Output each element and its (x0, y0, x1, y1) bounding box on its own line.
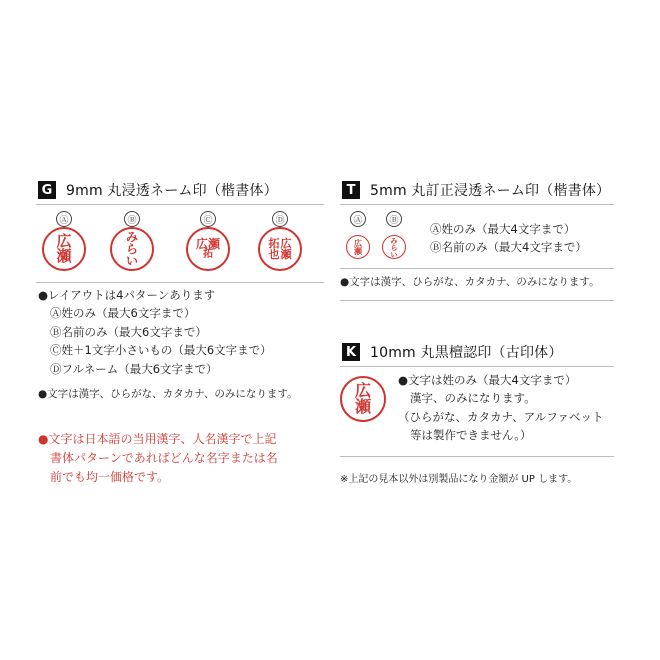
g-stamp-d-char: 也 (268, 248, 280, 261)
g-red-note-line: 書体パターンであればどんな名字または名 (50, 451, 278, 466)
g-stamp-b-char: み (125, 230, 138, 244)
g-layout-a: Ⓐ姓のみ（最大6文字まで） (50, 306, 196, 321)
k-description (398, 371, 604, 445)
k-desc-line: ●文字は姓のみ（最大4文字まで） (398, 373, 577, 387)
section-g-badge: G (38, 181, 56, 199)
g-stamp-c-small: 拓 (202, 249, 213, 260)
g-red-note-line: ●文字は日本語の当用漢字、人名漢字で上記 (38, 432, 277, 446)
g-layout-d: Ⓓフルネーム（最大6文字まで） (50, 361, 218, 376)
k-bottom-divider (340, 456, 614, 457)
t-stamp-a-char: 瀬 (354, 246, 362, 256)
t-options (430, 220, 587, 257)
section-t-badge: T (342, 181, 360, 199)
g-red-note-line: 前でも均一価格です。 (50, 470, 170, 485)
g-stamp-b-char: ら (125, 242, 138, 256)
section-t-title-text: 5mm 丸訂正浸透ネーム印（楷書体） (370, 183, 611, 199)
k-stamp-char: 広 (354, 381, 371, 400)
g-stamp-d-char: 広 (280, 237, 292, 250)
t-stamp-b-char: み (390, 235, 398, 245)
k-stamp-char: 瀬 (354, 397, 371, 416)
t-stamp-a (346, 235, 370, 259)
k-desc-line: （ひらがな、カタカナ、アルファベット (398, 409, 604, 424)
k-stamp (340, 376, 386, 422)
section-g-title-text: 9mm 丸浸透ネーム印（楷書体） (66, 183, 278, 199)
t-label-a: Ⓐ (350, 211, 366, 227)
k-desc-line: 漢字、のみになります。 (410, 391, 536, 406)
g-label-b: Ⓑ (124, 211, 140, 227)
section-k-title-text: 10mm 丸黒檀認印（古印体） (370, 345, 563, 361)
t-stamp-a-char: 広 (354, 238, 362, 248)
g-stamp-d-char: 瀬 (280, 248, 292, 261)
footnote: ※上記の見本以外は別製品になり金額が UP します。 (340, 474, 578, 485)
section-k-title (342, 342, 563, 362)
g-stamp-b-char: い (125, 254, 138, 268)
k-desc-line: 等は製作できません。） (410, 428, 532, 443)
t-stamp-b-char: い (390, 249, 398, 259)
g-chars-note: ●文字は漢字、ひらがな、カタカナ、のみになります。 (38, 388, 298, 400)
t-stamp-b-char: ら (390, 242, 398, 252)
g-stamp-a-char: 広 (56, 232, 72, 250)
g-label-d: Ⓓ (272, 211, 288, 227)
g-label-c: Ⓒ (200, 211, 216, 227)
t-stamps-divider (340, 268, 614, 269)
g-layout-intro: ●レイアウトは4パターンあります (38, 288, 216, 302)
t-chars-note: ●文字は漢字、ひらがな、カタカナ、のみになります。 (340, 276, 600, 288)
g-red-note (38, 430, 278, 488)
g-stamp-d (258, 227, 302, 271)
g-stamp-b (110, 227, 154, 271)
t-option-b: Ⓑ名前のみ（最大4文字まで） (430, 240, 587, 255)
g-stamp-c (186, 227, 230, 271)
section-g-title (38, 180, 278, 200)
g-stamp-a (42, 227, 86, 271)
g-label-a: Ⓐ (56, 211, 72, 227)
g-layout-b: Ⓑ名前のみ（最大6文字まで） (50, 324, 207, 339)
section-k-badge: K (342, 343, 360, 361)
section-g-divider (36, 204, 324, 205)
t-bottom-divider (340, 300, 614, 301)
section-t-divider (340, 204, 614, 205)
t-option-a: Ⓐ姓のみ（最大4文字まで） (430, 222, 576, 236)
g-layout-list (38, 286, 272, 378)
g-layout-c: Ⓒ姓＋1文字小さいもの（最大6文字まで） (50, 343, 272, 358)
g-stamp-a-char: 瀬 (56, 247, 72, 265)
g-stamps-divider (36, 282, 324, 283)
t-label-b: Ⓑ (386, 211, 402, 227)
section-k-divider (340, 366, 614, 367)
g-stamp-d-char: 拓 (268, 237, 280, 250)
section-t-title (342, 180, 610, 200)
g-stamp-c-surname: 広瀬 (195, 237, 220, 251)
t-stamp-b (382, 235, 406, 259)
